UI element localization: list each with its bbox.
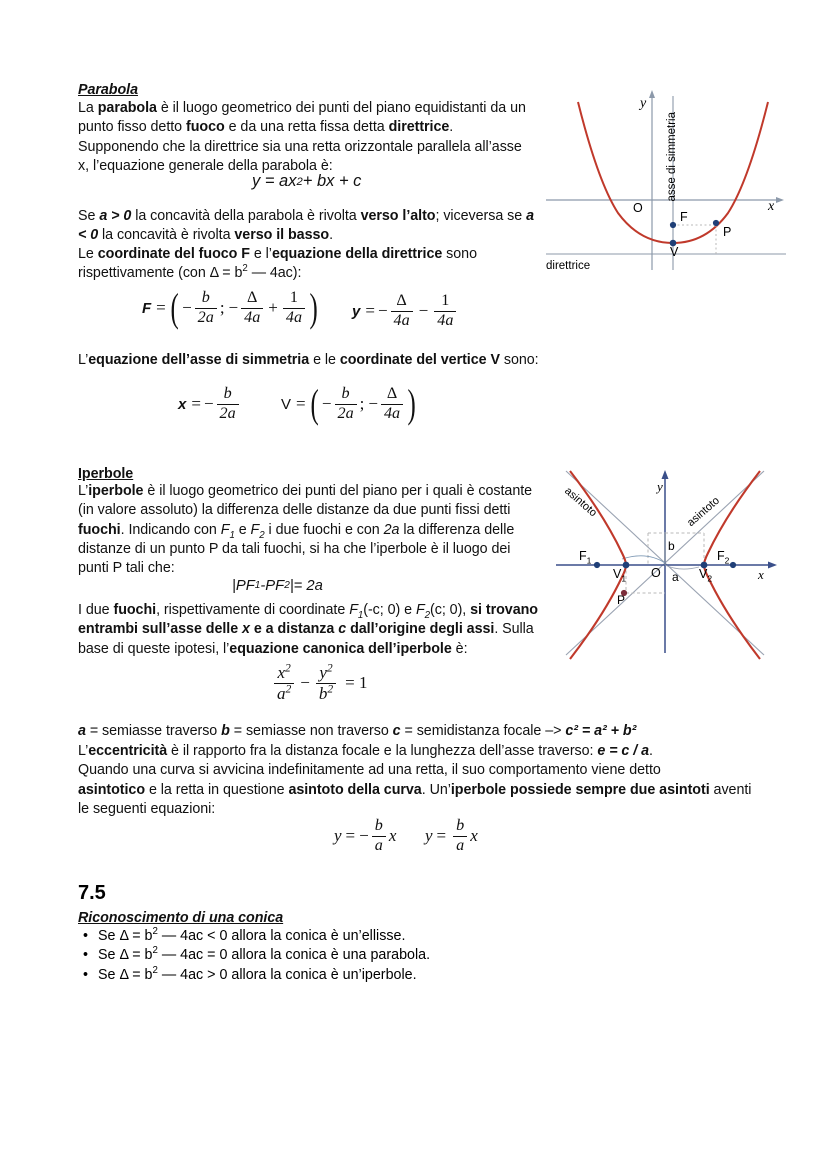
numerator: b <box>223 385 232 402</box>
equals-sign: = <box>156 298 166 318</box>
list-item <box>83 946 543 965</box>
text-subscript: 2 <box>424 609 431 621</box>
denominator: 4a <box>283 308 305 327</box>
text-bold: equazione canonica dell’iperbole <box>229 640 452 657</box>
text-run: è il rapporto fra la distanza focale e la lunghezza dell’asse traverso: <box>167 742 598 759</box>
text-bolditalic: a < 0 <box>78 208 535 244</box>
text-bold: si trovano entrambi sull’asse delle <box>78 602 538 638</box>
fraction-1-4a <box>434 293 456 330</box>
text-bolditalic: a <box>78 723 86 739</box>
text-run: . Un’ <box>421 781 451 798</box>
minus-sign-2: − <box>228 298 239 318</box>
denominator <box>316 683 336 703</box>
canonical-hyperbola-equation <box>271 661 368 703</box>
pf2: PF <box>265 578 285 594</box>
text-bolditalic: x <box>242 621 250 638</box>
parabola-paragraph-1 <box>78 99 533 176</box>
vertex-2-label <box>699 567 713 584</box>
section-number: 7.5 <box>78 882 106 904</box>
asymptote-equation-1 <box>334 818 396 855</box>
minus-sign: − <box>377 301 388 321</box>
fraction-delta-4a <box>381 386 403 423</box>
parabola-paragraph-2 <box>78 207 538 246</box>
fraction-b-2a <box>217 386 239 423</box>
numerator: b <box>341 385 350 402</box>
text-bolditalic: a > 0 <box>99 208 132 224</box>
x-axis-arrow <box>768 562 777 569</box>
text-run: L’ <box>78 483 89 499</box>
directrix-label: y <box>352 302 361 320</box>
y-axis-arrow <box>649 90 655 98</box>
num-base: y <box>319 663 327 682</box>
text-bold: dall’origine degli assi <box>346 621 495 638</box>
denominator <box>274 683 294 703</box>
text-post: — 4ac < 0 allora la conica è un’ellisse. <box>157 928 406 944</box>
text-bolditalic: b <box>221 723 230 739</box>
numerator: 1 <box>289 289 298 306</box>
rhs: = 1 <box>345 673 368 693</box>
text-exponent: 2 <box>152 926 158 938</box>
text-run: e da una retta fissa detta <box>224 119 389 136</box>
left-paren: ( <box>310 381 319 427</box>
text-bold: iperbole possiede sempre due asintoti <box>450 781 710 798</box>
vertex-1-letter: V <box>613 567 622 581</box>
numerator: b <box>456 817 465 834</box>
asymptote-right-label: asintoto <box>685 494 722 530</box>
text-bold: verso il basso <box>234 227 330 244</box>
text-bold: iperbole <box>88 483 144 499</box>
semicolon: ; <box>219 298 225 318</box>
equals-sign: = <box>365 301 375 321</box>
plus-sign: + <box>268 298 278 318</box>
fraction-delta-4a <box>241 290 263 327</box>
text-run: , rispettivamente di coordinate <box>156 602 350 618</box>
hyperbola-y-axis-label: y <box>657 479 663 494</box>
text-run: = semiasse non traverso <box>229 723 393 739</box>
equals-sign: = <box>296 394 306 414</box>
fraction-1-4a <box>283 290 305 327</box>
minus-sign: − <box>182 298 192 318</box>
minus-sign-2: − <box>418 301 429 321</box>
focus-formula <box>142 285 319 331</box>
text-pre: Se Δ = b <box>98 928 153 944</box>
denominator: 4a <box>434 311 456 330</box>
asymptote-left-label: asintoto <box>562 485 600 520</box>
text-post: — 4ac > 0 allora la conica è un’iperbole. <box>157 966 417 983</box>
text-subscript: 2 <box>259 529 265 541</box>
parabola-point-label: P <box>723 225 732 239</box>
axis-label: x <box>178 395 187 413</box>
text-run: Se <box>78 208 100 224</box>
hyperbola-definition-equation: | PF 1 - PF 2 | = 2a <box>232 578 323 594</box>
text-bold: fuochi <box>113 602 157 618</box>
text-run: . <box>649 742 653 759</box>
minus: - <box>260 578 266 594</box>
axis-of-symmetry-formula <box>178 386 242 423</box>
text-run: è: <box>451 640 468 657</box>
vertex-label: V <box>281 395 292 413</box>
fraction-b-a <box>372 818 386 855</box>
directrix-label: direttrice <box>546 260 591 272</box>
denominator: 2a <box>335 404 357 423</box>
parabola-origin-label: O <box>633 201 643 215</box>
parabola-paragraph-4 <box>78 351 598 370</box>
fraction-b-2a <box>335 386 357 423</box>
text-bold: fuoco <box>186 119 225 136</box>
text-run: L’ <box>78 352 89 368</box>
focus-2-label <box>717 549 730 566</box>
text-run: aventi le seguenti equazioni: <box>78 781 752 817</box>
text-run: Quando una curva si avvicina indefinitamente ad una retta, il suo comportamento viene detto <box>78 762 661 778</box>
num-exp: 2 <box>285 661 291 675</box>
vertex-1-sub: 1 <box>621 573 627 584</box>
text-run: e l’ <box>249 246 272 262</box>
text-run: la differenza delle distanze di un punto P da tali fuochi, si ha che l’iperbole è il luogo dei punti P tali che: <box>78 521 515 577</box>
text-run: I due <box>78 602 114 618</box>
text-italic: 2a <box>383 521 400 538</box>
parabola-focus-label: F <box>680 210 688 224</box>
minus-sign-2: − <box>368 394 378 414</box>
text-bold: asintoto della curva <box>288 781 422 798</box>
list-item-text <box>98 927 405 946</box>
lhs: y <box>425 826 433 846</box>
text-run: e <box>234 521 251 538</box>
hyperbola-figure <box>552 463 782 663</box>
equals-sign: = <box>436 826 447 846</box>
text-subscript: 1 <box>357 609 364 621</box>
fraction-delta-4a <box>391 293 413 330</box>
focus-1-label <box>579 549 592 566</box>
numerator <box>274 661 293 683</box>
directrix-formula <box>352 293 459 330</box>
text-italic: F <box>415 602 425 618</box>
text-run: . Sulla base di queste ipotesi, l’ <box>78 621 534 657</box>
focus-1-point <box>594 562 600 568</box>
text-post: — 4ac = 0 allora la conica è una parabola. <box>157 947 431 964</box>
fraction-x2-a2 <box>274 661 294 703</box>
text-bold: coordinate del vertice V <box>339 352 500 368</box>
equals-sign: = <box>191 394 201 414</box>
list-item <box>83 927 543 946</box>
axis-of-symmetry-label: asse di simmetria <box>666 112 678 202</box>
vertex-2-sub: 2 <box>707 573 713 584</box>
text-run: ; viceversa se <box>435 208 527 224</box>
text-run: La <box>78 100 98 116</box>
fraction-b-2a <box>195 290 217 327</box>
parabola-paragraph-3 <box>78 245 538 284</box>
right-paren: ) <box>407 381 416 427</box>
text-run: e le <box>309 352 340 368</box>
text-bold: parabola <box>97 100 157 116</box>
numerator <box>316 661 335 683</box>
bullet-glyph: • <box>83 928 89 944</box>
numerator: Δ <box>386 385 398 402</box>
denominator: 2a <box>195 308 217 327</box>
text-run: e la retta in questione <box>145 781 289 798</box>
pf1: PF <box>235 578 255 594</box>
denominator: 2a <box>217 404 239 423</box>
num-exp: 2 <box>326 661 333 675</box>
parabola-diagram-svg <box>540 82 790 282</box>
text-bolditalic: e = c / a <box>597 742 650 759</box>
rhs: = 2a <box>293 578 323 594</box>
point-p-label: P <box>617 593 626 607</box>
denominator: 4a <box>381 404 403 423</box>
text-bold: direttrice <box>388 119 450 136</box>
text-bolditalic: c <box>338 621 347 638</box>
parabola-x-axis-label: x <box>768 199 775 214</box>
minus-sign: − <box>300 673 310 693</box>
asymptote-equation-2 <box>425 818 478 855</box>
denominator: 4a <box>391 311 413 330</box>
parabola-figure <box>540 82 790 282</box>
focus-1-letter: F <box>579 549 587 563</box>
denominator: a <box>453 836 467 855</box>
den-exp: 2 <box>285 682 292 696</box>
text-bold: fuochi <box>78 521 121 538</box>
minus-sign: − <box>203 394 214 414</box>
text-italic: F <box>250 521 260 538</box>
x-axis-arrow <box>776 197 784 203</box>
text-run: (c; 0), <box>430 602 471 618</box>
abs-open: | <box>232 578 236 594</box>
list-item-text <box>98 966 417 985</box>
iperbole-heading: Iperbole <box>78 466 134 482</box>
text-run: è il luogo geometrico dei punti del piano per i quali è costante (in valore assoluto) la differenza delle distanze da due punti fissi detti <box>78 483 533 519</box>
denominator: a <box>372 836 386 855</box>
text-exponent: 2 <box>152 964 158 976</box>
focus-1-sub: 1 <box>586 555 592 566</box>
hyperbola-origin-label: O <box>651 566 661 580</box>
bullet-glyph: • <box>83 947 89 964</box>
vertex-formula <box>281 381 417 427</box>
bullet-glyph: • <box>83 966 89 983</box>
focus-2-point <box>730 562 736 568</box>
text-run: la concavità è rivolta <box>98 227 235 244</box>
text-bold: equazione dell’asse di simmetria <box>88 352 310 368</box>
curve-point-p <box>713 220 719 226</box>
text-run: la concavità della parabola è rivolta <box>131 208 361 224</box>
focus-2-letter: F <box>717 549 725 563</box>
parabola-vertex-label: V <box>670 245 679 259</box>
text-run: — 4ac): <box>247 265 302 282</box>
conic-recognition-list <box>83 927 543 985</box>
numerator: 1 <box>441 292 450 309</box>
iperbole-paragraph-3 <box>78 722 758 820</box>
text-run: . <box>329 227 334 244</box>
fraction-b-a <box>453 818 467 855</box>
text-italic: F <box>220 521 230 538</box>
left-paren: ( <box>170 285 179 331</box>
abs-close: | <box>289 578 294 594</box>
text-pre: Se Δ = b <box>98 947 153 964</box>
text-bold: asintotico <box>78 781 146 798</box>
semiaxis-a-label: a <box>672 570 679 584</box>
parabola-heading: Parabola <box>78 82 138 98</box>
y-axis-arrow <box>662 470 669 479</box>
text-bold: equazione della direttrice <box>271 246 443 262</box>
vertex-2-letter: V <box>699 567 708 581</box>
text-run: L’ <box>78 742 89 759</box>
text-subscript: 1 <box>229 529 235 541</box>
iperbole-paragraph-1 <box>78 482 533 578</box>
text-run: i due fuochi e con <box>264 521 384 538</box>
text-exponent: 2 <box>242 263 248 275</box>
numerator: b <box>201 289 210 306</box>
equals-sign: = <box>345 826 356 846</box>
den-base: a <box>277 683 286 703</box>
variable-x: x <box>470 826 478 846</box>
equation-lhs: y = ax <box>252 172 297 190</box>
text-run: sono rispettivamente (con Δ = b <box>78 246 477 282</box>
den-exp: 2 <box>327 682 334 696</box>
fraction-y2-b2 <box>316 661 336 703</box>
list-item-text <box>98 946 430 965</box>
variable-x: x <box>388 826 397 846</box>
text-run: Le <box>78 246 98 262</box>
text-bold: coordinate del fuoco F <box>97 246 250 262</box>
vertex-1-label <box>613 567 627 584</box>
parabola-general-equation: y = ax 2 + bx + c <box>252 172 362 190</box>
text-bold: e a distanza <box>249 621 339 638</box>
text-bolditalic: c <box>392 723 401 739</box>
text-bold: verso l’alto <box>360 208 436 224</box>
text-run: (-c; 0) e <box>363 602 416 618</box>
section-heading: Riconoscimento di una conica <box>78 910 284 926</box>
equation-rhs: + bx + c <box>302 172 362 190</box>
text-bolditalic: c² = a² + b² <box>565 723 637 739</box>
den-base: b <box>318 683 328 703</box>
semicolon: ; <box>359 394 365 414</box>
num-base: x <box>277 663 286 682</box>
parabola-y-axis-label: y <box>640 96 647 111</box>
minus-sign: − <box>359 826 369 846</box>
text-run: sono: <box>499 352 539 368</box>
right-paren: ) <box>309 285 318 331</box>
text-run: . Supponendo che la direttrice sia una retta orizzontale parallela all’asse x, l’equazione generale della parabola è: <box>78 119 522 174</box>
focus-2-sub: 2 <box>724 555 730 566</box>
numerator: Δ <box>396 292 407 309</box>
text-run: = semiasse traverso <box>85 723 222 739</box>
focus-label: F <box>142 299 152 317</box>
numerator: Δ <box>247 289 258 306</box>
focus-point <box>670 222 676 228</box>
iperbole-paragraph-2 <box>78 601 538 659</box>
lhs: y <box>334 826 342 846</box>
text-italic: F <box>349 602 358 618</box>
minus-sign: − <box>321 394 332 414</box>
text-run: = semidistanza focale –> <box>400 723 566 739</box>
numerator: b <box>374 817 383 834</box>
text-run: è il luogo geometrico dei punti del piano equidistanti da un punto fisso detto <box>78 100 526 136</box>
text-pre: Se Δ = b <box>98 966 153 983</box>
list-item <box>83 966 543 985</box>
denominator: 4a <box>241 308 263 327</box>
text-bold: eccentricità <box>88 742 168 759</box>
hyperbola-x-axis-label: x <box>758 567 764 582</box>
text-exponent: 2 <box>152 945 158 957</box>
semiaxis-b-label: b <box>668 539 675 553</box>
text-run: . Indicando con <box>120 521 221 538</box>
